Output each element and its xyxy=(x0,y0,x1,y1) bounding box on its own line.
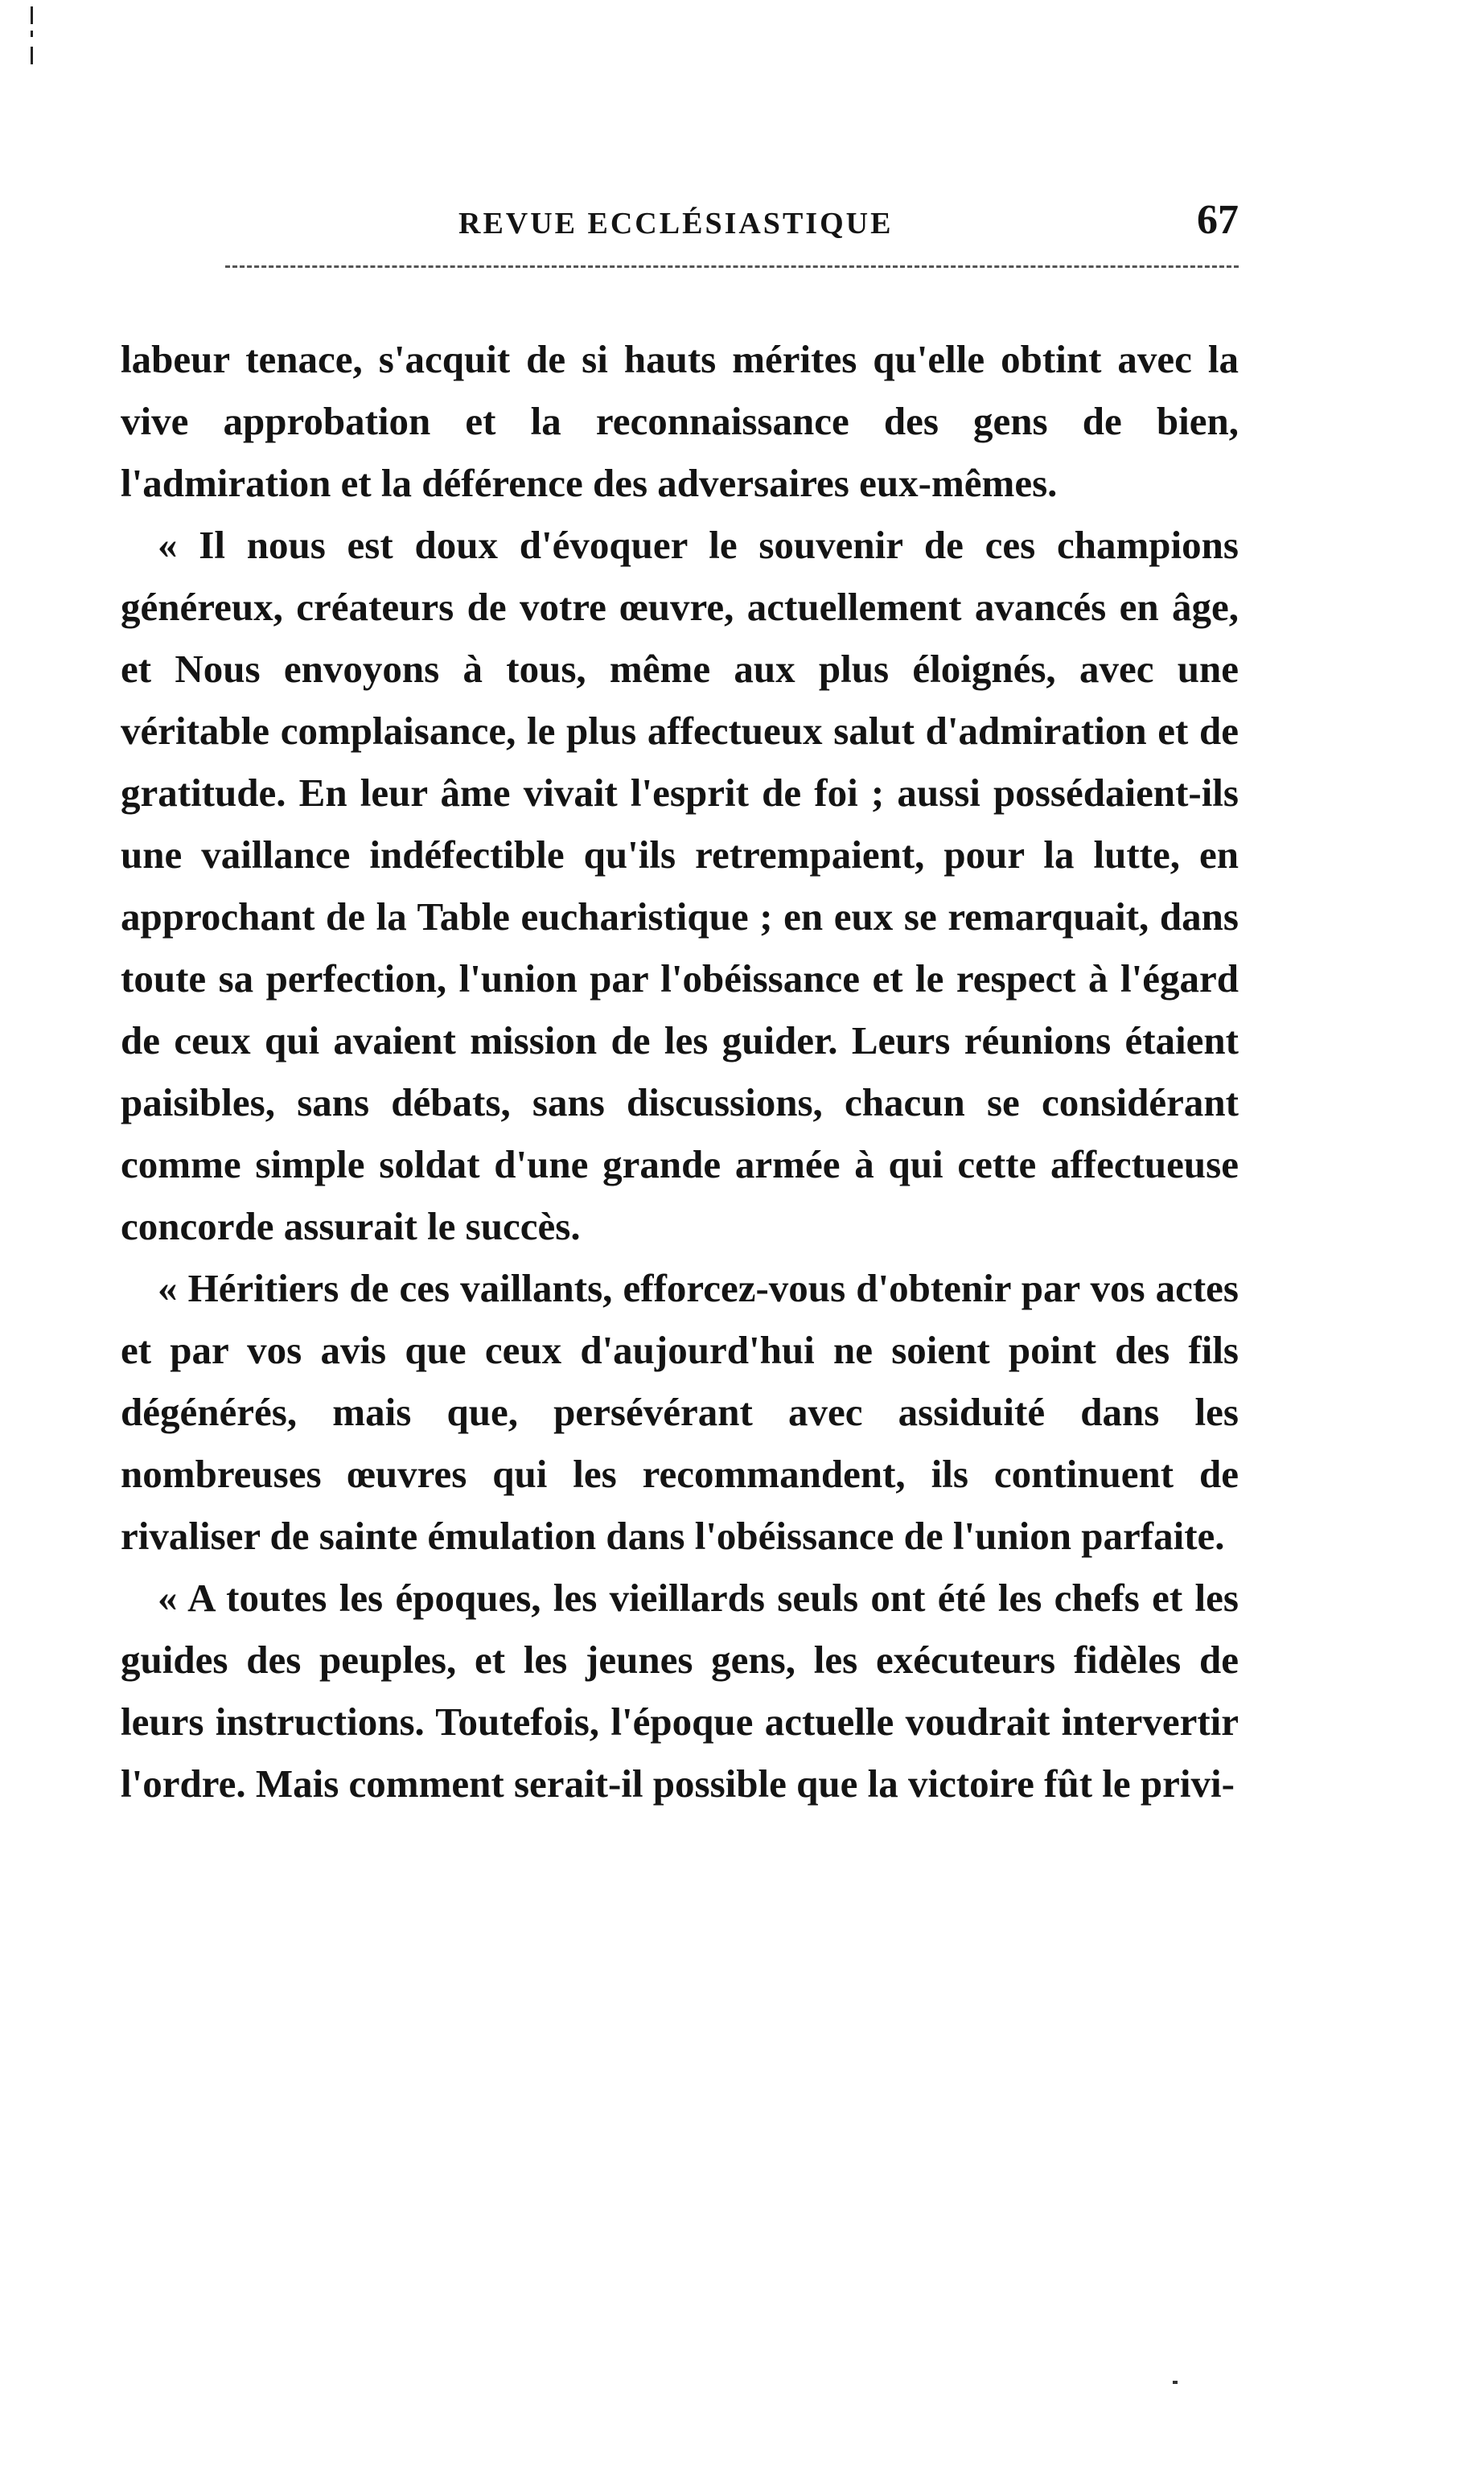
page-number: 67 xyxy=(1197,197,1239,243)
paragraph-3: « Héritiers de ces vaillants, efforcez-vous d'obtenir par vos actes et par vos avis que ceux d'aujourd'hui ne soient point des fils dégénérés, mais que, persévérant avec assiduité dans les nombreuses œuvres qui les recommandent, ils continuent de rivaliser de sainte émulation dans l'obéissance de l'union parfaite. xyxy=(121,1266,1239,1558)
paragraph-1: labeur tenace, s'acquit de si hauts mérites qu'elle obtint avec la vive approbation et la reconnaissance des gens de bien, l'admiration et la déférence des adversaires eux-mêmes. xyxy=(121,337,1239,505)
body-text xyxy=(121,328,1239,1815)
paragraph-4: « A toutes les époques, les vieillards seuls ont été les chefs et les guides des peuples, et les jeunes gens, les exécuteurs fidèles de leurs instructions. Toutefois, l'époque actuelle voudrait intervertir l'ordre. Mais comment serait-il possible que la victoire fût le privi- xyxy=(121,1576,1239,1806)
running-head: REVUE ECCLÉSIASTIQUE xyxy=(458,207,894,240)
paragraph-2: « Il nous est doux d'évoquer le souvenir de ces champions généreux, créateurs de votre œuvre, actuellement avancés en âge, et Nous envoyons à tous, même aux plus éloignés, avec une véritable complaisance, le plus affectueux salut d'admiration et de gratitude. En leur âme vivait l'esprit de foi ; aussi possédaient-ils une vaillance indéfectible qu'ils retrempaient, pour la lutte, en approchant de la Table eucharistique ; en eux se remarquait, dans toute sa perfection, l'union par l'obéissance et le respect à l'égard de ceux qui avaient mission de les guider. Leurs réunions étaient paisibles, sans débats, sans discussions, chacun se considérant comme simple soldat d'une grande armée à qui cette affectueuse concorde assurait le succès. xyxy=(121,523,1239,1248)
stray-ink-mark xyxy=(1173,2381,1178,2384)
margin-mark xyxy=(31,6,33,71)
header-rule xyxy=(225,265,1239,268)
page-header xyxy=(121,191,1239,248)
